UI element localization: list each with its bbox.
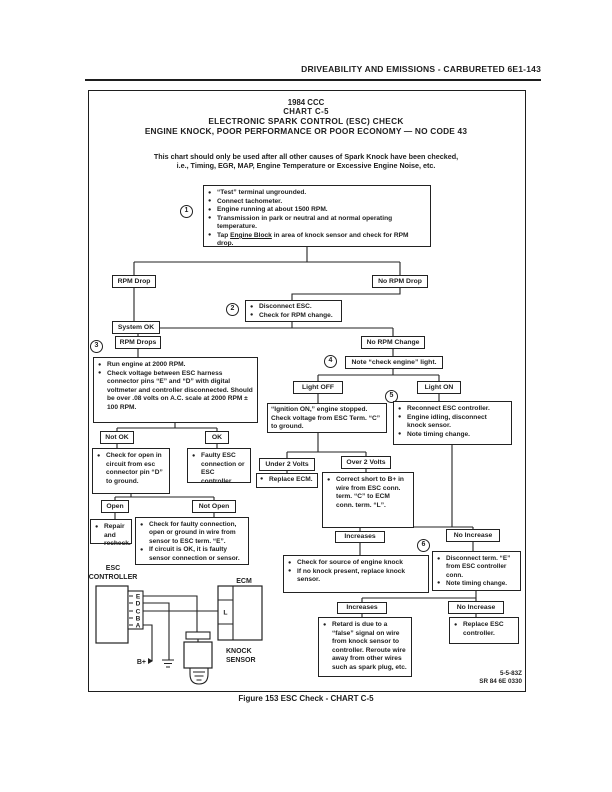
box-no-increase-2-action <box>449 617 519 644</box>
knock-sensor-connector <box>186 632 210 639</box>
box-under-2-action <box>256 473 318 488</box>
esc-controller-body <box>96 586 128 643</box>
chart-title-name: ELECTRONIC SPARK CONTROL (ESC) CHECK <box>208 116 404 126</box>
box-increases-2-action <box>318 617 412 677</box>
box-step4-note-light: Note “check engine” light. <box>345 356 443 369</box>
box-not-ok: Not OK <box>100 431 134 444</box>
step3-bullet-2: ● Check voltage between ESC harness connector pins “E” and “D” with digital voltmeter and controller disconnected. Should be over .08 volts on A.C. scale at 2000 RPM ± 100 RPM. <box>98 370 253 413</box>
not-ok-action-bullet: ● Check for open in circuit from esc connector pin “D” to ground. <box>97 452 165 486</box>
box-no-increase-1-action <box>432 551 521 591</box>
box-not-open-action <box>135 517 249 565</box>
box-increases-1: Increases <box>335 531 385 543</box>
box-ok-action <box>187 448 251 483</box>
box-step2-instructions <box>245 300 342 322</box>
box-light-on: Light ON <box>417 381 461 394</box>
box-not-ok-action <box>92 448 170 494</box>
chart-note-line2: i.e., Timing, EGR, MAP, Engine Temperature or Excessive Engine Noise, etc. <box>176 161 436 170</box>
step-6-number: 6 <box>417 539 430 552</box>
not-open-action-bullet-1: ● Check for faulty connection, open or ground in wire from sensor to ESC term. “E”. <box>140 521 244 546</box>
no-increase-1-action-bullet-1: ● Disconnect term. “E” from ESC controller conn. <box>437 555 516 580</box>
step-3-number: 3 <box>90 340 103 353</box>
page-header: DRIVEABILITY AND EMISSIONS - CARBURETED 6E1-143 <box>301 64 541 74</box>
chart-title-number: CHART C-5 <box>283 107 329 116</box>
bplus-label: B+ <box>136 659 146 666</box>
document-code-line2: SR 84 6E 0330 <box>479 677 522 685</box>
increases-2-action-bullet: ● Retard is due to a “false” signal on wire from knock sensor to controller. Reroute wire away from other wires such as spark plug, etc. <box>323 621 407 672</box>
box-no-rpm-drop: No RPM Drop <box>372 275 428 288</box>
esc-controller-label-line1: ESC <box>105 565 121 572</box>
box-over-2-action <box>322 472 414 528</box>
figure-caption: Figure 153 ESC Check - CHART C-5 <box>238 694 374 703</box>
light-on-action-bullet-3: ● Note timing change. <box>398 431 507 440</box>
box-light-off-action: “Ignition ON,” engine stopped. Check voltage from ESC Term. “C” to ground. <box>267 403 387 433</box>
esc-pin-c-label: C <box>135 608 141 616</box>
step-2-number: 2 <box>226 303 239 316</box>
box-increases-1-action <box>283 555 429 593</box>
box-no-increase-2: No Increase <box>448 601 504 614</box>
box-increases-2: Increases <box>337 602 387 614</box>
box-step3-instructions <box>93 357 258 423</box>
box-step1-instructions <box>203 185 431 247</box>
step1-bullet-4: ● Transmission in park or neutral and at normal operating temperature. <box>208 215 426 232</box>
knock-sensor-label-line1: KNOCK <box>226 648 252 655</box>
step-5-number: 5 <box>385 390 398 403</box>
box-rpm-drops: RPM Drops <box>115 336 161 349</box>
box-light-off: Light OFF <box>293 381 343 394</box>
ecm-pin-l-label: L <box>223 609 228 617</box>
box-ok: OK <box>205 431 229 444</box>
box-open: Open <box>101 500 129 513</box>
box-open-action <box>90 519 132 548</box>
box-rpm-drop: RPM Drop <box>112 275 156 288</box>
over-2-action-bullet: ● Correct short to B+ in wire from ESC conn. term. “C” to ECM conn. term. “L”. <box>327 476 409 510</box>
increases-1-action-bullet-2: ● If no knock present, replace knock sensor. <box>288 568 424 585</box>
knock-sensor-cup <box>190 668 208 684</box>
knock-sensor-label-line2: SENSOR <box>226 657 256 664</box>
esc-pin-a-label: A <box>135 622 141 630</box>
box-over-2-volts: Over 2 Volts <box>341 456 391 469</box>
step1-bullet-5 <box>208 232 426 249</box>
step1-bullet-5-pre: Tap <box>217 231 231 239</box>
document-codes <box>420 670 522 686</box>
under-2-action-bullet: ● Replace ECM. <box>260 476 314 485</box>
open-action-bullet: ● Repair and recheck. <box>95 523 127 549</box>
step1-bullet-3: ● Engine running at about 1500 RPM. <box>208 206 426 215</box>
increases-1-action-bullet-1: ● Check for source of engine knock <box>288 559 424 568</box>
box-no-increase-1: No Increase <box>446 529 500 542</box>
step3-bullet-1: ● Run engine at 2000 RPM. <box>98 361 253 370</box>
step2-bullet-2: ● Check for RPM change. <box>250 312 337 321</box>
esc-pin-b-label: B <box>135 615 141 623</box>
step1-bullet-2: ● Connect tachometer. <box>208 198 426 207</box>
step1-bullet-1: ● “Test” terminal ungrounded. <box>208 189 426 198</box>
knock-sensor-body <box>184 642 212 668</box>
no-increase-2-action-bullet: ● Replace ESC controller. <box>454 621 514 638</box>
light-on-action-bullet-1: ● Reconnect ESC controller. <box>398 405 507 414</box>
box-no-rpm-change: No RPM Change <box>361 336 425 349</box>
esc-pin-e-label: E <box>135 593 141 601</box>
ok-action-bullet: ● Faulty ESC connection or ESC controller. <box>192 452 246 486</box>
chart-title-subject: ENGINE KNOCK, POOR PERFORMANCE OR POOR ECONOMY — NO CODE 43 <box>144 126 468 136</box>
step-1-number: 1 <box>180 205 193 218</box>
not-open-action-bullet-2: ● If circuit is OK, it is faulty sensor connection or sensor. <box>140 546 244 563</box>
ground-symbol <box>162 660 174 667</box>
box-system-ok: System OK <box>112 321 160 334</box>
step2-bullet-1: ● Disconnect ESC. <box>250 303 337 312</box>
document-code-line1: 5-5-83Z <box>499 670 522 677</box>
step1-bullet-5-underlined: Engine Block <box>230 231 272 239</box>
chart-note-line1: This chart should only be used after all other causes of Spark Knock have been checked, <box>153 152 459 161</box>
ecm-label: ECM <box>236 578 252 585</box>
box-under-2-volts: Under 2 Volts <box>259 458 315 471</box>
step1-bullet-5-post: in area of knock sensor and check for RPM drop. <box>217 231 409 248</box>
step-4-number: 4 <box>324 355 337 368</box>
box-light-on-action <box>393 401 512 445</box>
box-not-open: Not Open <box>192 500 236 513</box>
esc-pin-d-label: D <box>135 600 141 608</box>
esc-controller-label-line2: CONTROLLER <box>88 574 138 581</box>
no-increase-1-action-bullet-2: ● Note timing change. <box>437 580 516 588</box>
light-on-action-bullet-2: ● Engine idling, disconnect knock sensor. <box>398 414 507 431</box>
chart-title-year: 1984 CCC <box>287 98 325 107</box>
